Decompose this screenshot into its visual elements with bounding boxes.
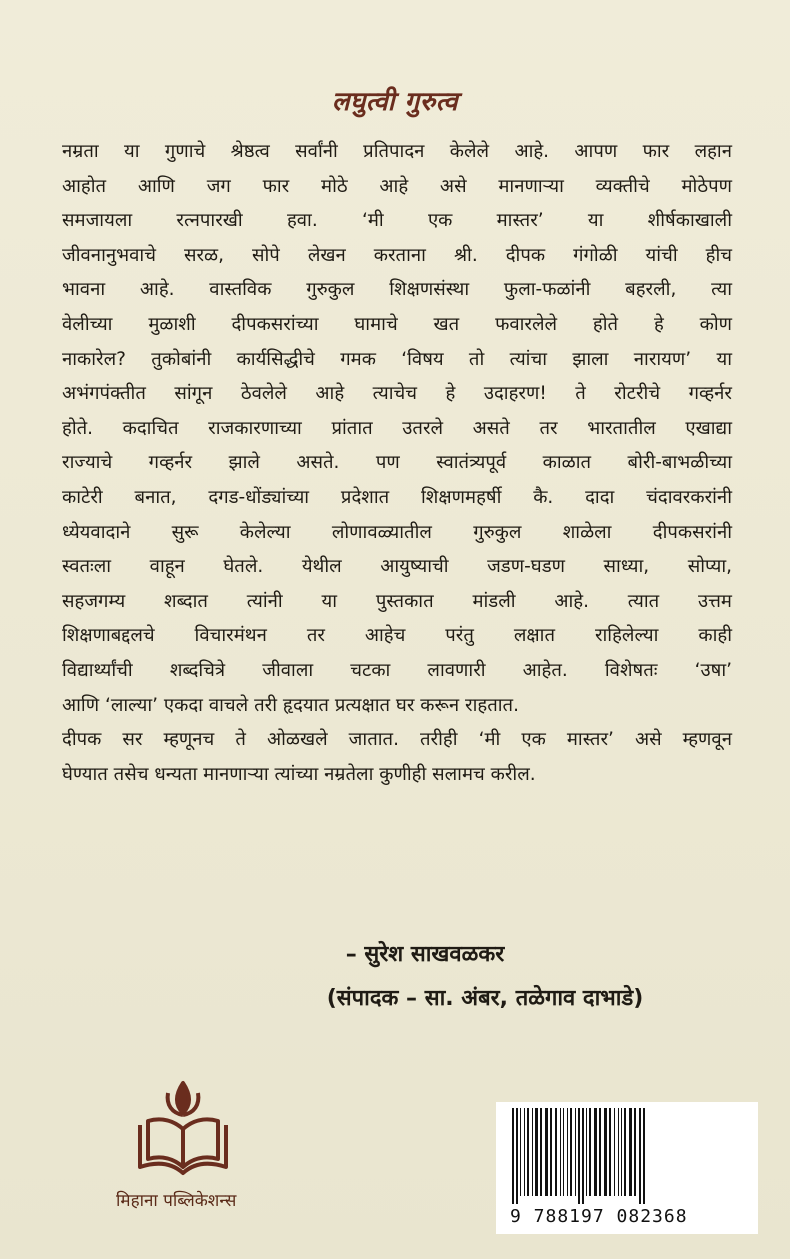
barcode-bar [567, 1108, 568, 1196]
blurb-line: घेण्यात तसेच धन्यता मानणाऱ्या त्यांच्या नम्रतेला कुणीही सलामच करील. [62, 763, 536, 785]
blurb-text [62, 135, 732, 792]
barcode-bar [578, 1108, 580, 1204]
barcode-bar [535, 1108, 538, 1196]
blurb-line: काटेरी बनात, दगड-धोंड्यांच्या प्रदेशात शिक्षणमहर्षी कै. दादा चंदावरकरांनी [62, 486, 732, 508]
barcode-bars [506, 1108, 748, 1204]
barcode-bar [512, 1108, 514, 1204]
signature-affiliation: (संपादक – सा. अंबर, तळेगाव दाभाडे) [326, 986, 644, 1011]
barcode-bar [643, 1108, 645, 1204]
barcode-bar [639, 1108, 641, 1204]
barcode-bar [540, 1108, 542, 1196]
barcode-bar [586, 1108, 587, 1196]
blurb-line: विद्यार्थ्यांची शब्दचित्रे जीवाला चटका लावणारी आहेत. विशेषतः ‘उषा’ [62, 659, 732, 681]
signature-name: – सुरेश साखवळकर [345, 942, 505, 967]
isbn-number: 9 788197 082368 [510, 1206, 688, 1227]
book-lotus-logo-icon [128, 1075, 238, 1185]
barcode-bar [582, 1108, 584, 1204]
publisher-name: मिहाना पब्लिकेशन्स [116, 1191, 237, 1211]
barcode-bar [575, 1108, 576, 1196]
barcode-bar [545, 1108, 548, 1196]
blurb-line: जीवनानुभवाचे सरळ, सोपे लेखन करताना श्री. दीपक गंगोळी यांची हीच [62, 244, 732, 266]
blurb-line: होते. कदाचित राजकारणाच्या प्रांतात उतरले असते तर भारतातील एखाद्या [62, 417, 732, 439]
isbn-barcode [496, 1102, 758, 1234]
barcode-bar [609, 1108, 611, 1196]
barcode-bar [560, 1108, 561, 1196]
barcode-bar [527, 1108, 529, 1196]
barcode-bar [563, 1108, 564, 1196]
blurb-line: ध्येयवादाने सुरू केलेल्या लोणावळ्यातील गुरुकुल शाळेला दीपकसरांनी [62, 521, 732, 543]
blurb-line: अभंगपंक्तीत सांगून ठेवलेले आहे त्याचेच हे उदाहरण! ते रोटरीचे गव्हर्नर [62, 383, 732, 405]
blurb-line: आणि ‘लाल्या’ एकदा वाचले तरी हृदयात प्रत्यक्षात घर करून राहतात. [62, 694, 519, 716]
barcode-bar [618, 1108, 619, 1196]
blurb-line: राज्याचे गव्हर्नर झाले असते. पण स्वातंत्र्यपूर्व काळात बोरी-बाभळीच्या [62, 452, 732, 474]
blurb-line: शिक्षणाबद्दलचे विचारमंथन तर आहेच परंतु लक्षात राहिलेल्या काही [62, 625, 732, 647]
blurb-line: नाकारेल? तुकोबांनी कार्यसिद्धीचे गमक ‘विषय तो त्यांचा झाला नारायण’ या [62, 348, 732, 370]
barcode-bar [614, 1108, 615, 1196]
barcode-bar [550, 1108, 552, 1196]
barcode-bar [555, 1108, 557, 1196]
barcode-bar [624, 1108, 626, 1196]
barcode-bar [599, 1108, 601, 1196]
blurb-line: समजायला रत्नपारखी हवा. ‘मी एक मास्तर’ या शीर्षकाखाली [62, 210, 732, 232]
barcode-bar [629, 1108, 632, 1196]
barcode-bar [594, 1108, 597, 1196]
barcode-bar [621, 1108, 622, 1196]
barcode-bar [570, 1108, 572, 1196]
barcode-bar [589, 1108, 591, 1196]
barcode-bar [634, 1108, 636, 1196]
blurb-line: आहोत आणि जग फार मोठे आहे असे मानणाऱ्या व्यक्तीचे मोठेपण [62, 175, 732, 197]
blurb-line: स्वतःला वाहून घेतले. येथील आयुष्याची जडण-घडण साध्या, सोप्या, [62, 556, 732, 578]
barcode-bar [604, 1108, 607, 1196]
blurb-line: वेलीच्या मुळाशी दीपकसरांच्या घामाचे खत फवारलेले होते हे कोण [62, 313, 732, 335]
barcode-bar [516, 1108, 518, 1204]
blurb-line: भावना आहे. वास्तविक गुरुकुल शिक्षणसंस्था फुला-फळांनी बहरली, त्या [62, 279, 732, 301]
barcode-bar [532, 1108, 533, 1196]
page-title: लघुत्वी गुरुत्व [331, 87, 459, 117]
blurb-line: नम्रता या गुणाचे श्रेष्ठत्व सर्वांनी प्रतिपादन केलेले आहे. आपण फार लहान [62, 141, 732, 162]
blurb-line: सहजगम्य शब्दात त्यांनी या पुस्तकात मांडली आहे. त्यात उत्तम [62, 590, 732, 612]
barcode-bar [524, 1108, 525, 1196]
blurb-line: दीपक सर म्हणूनच ते ओळखले जातात. तरीही ‘मी एक मास्तर’ असे म्हणवून [62, 729, 732, 751]
barcode-bar [520, 1108, 521, 1196]
